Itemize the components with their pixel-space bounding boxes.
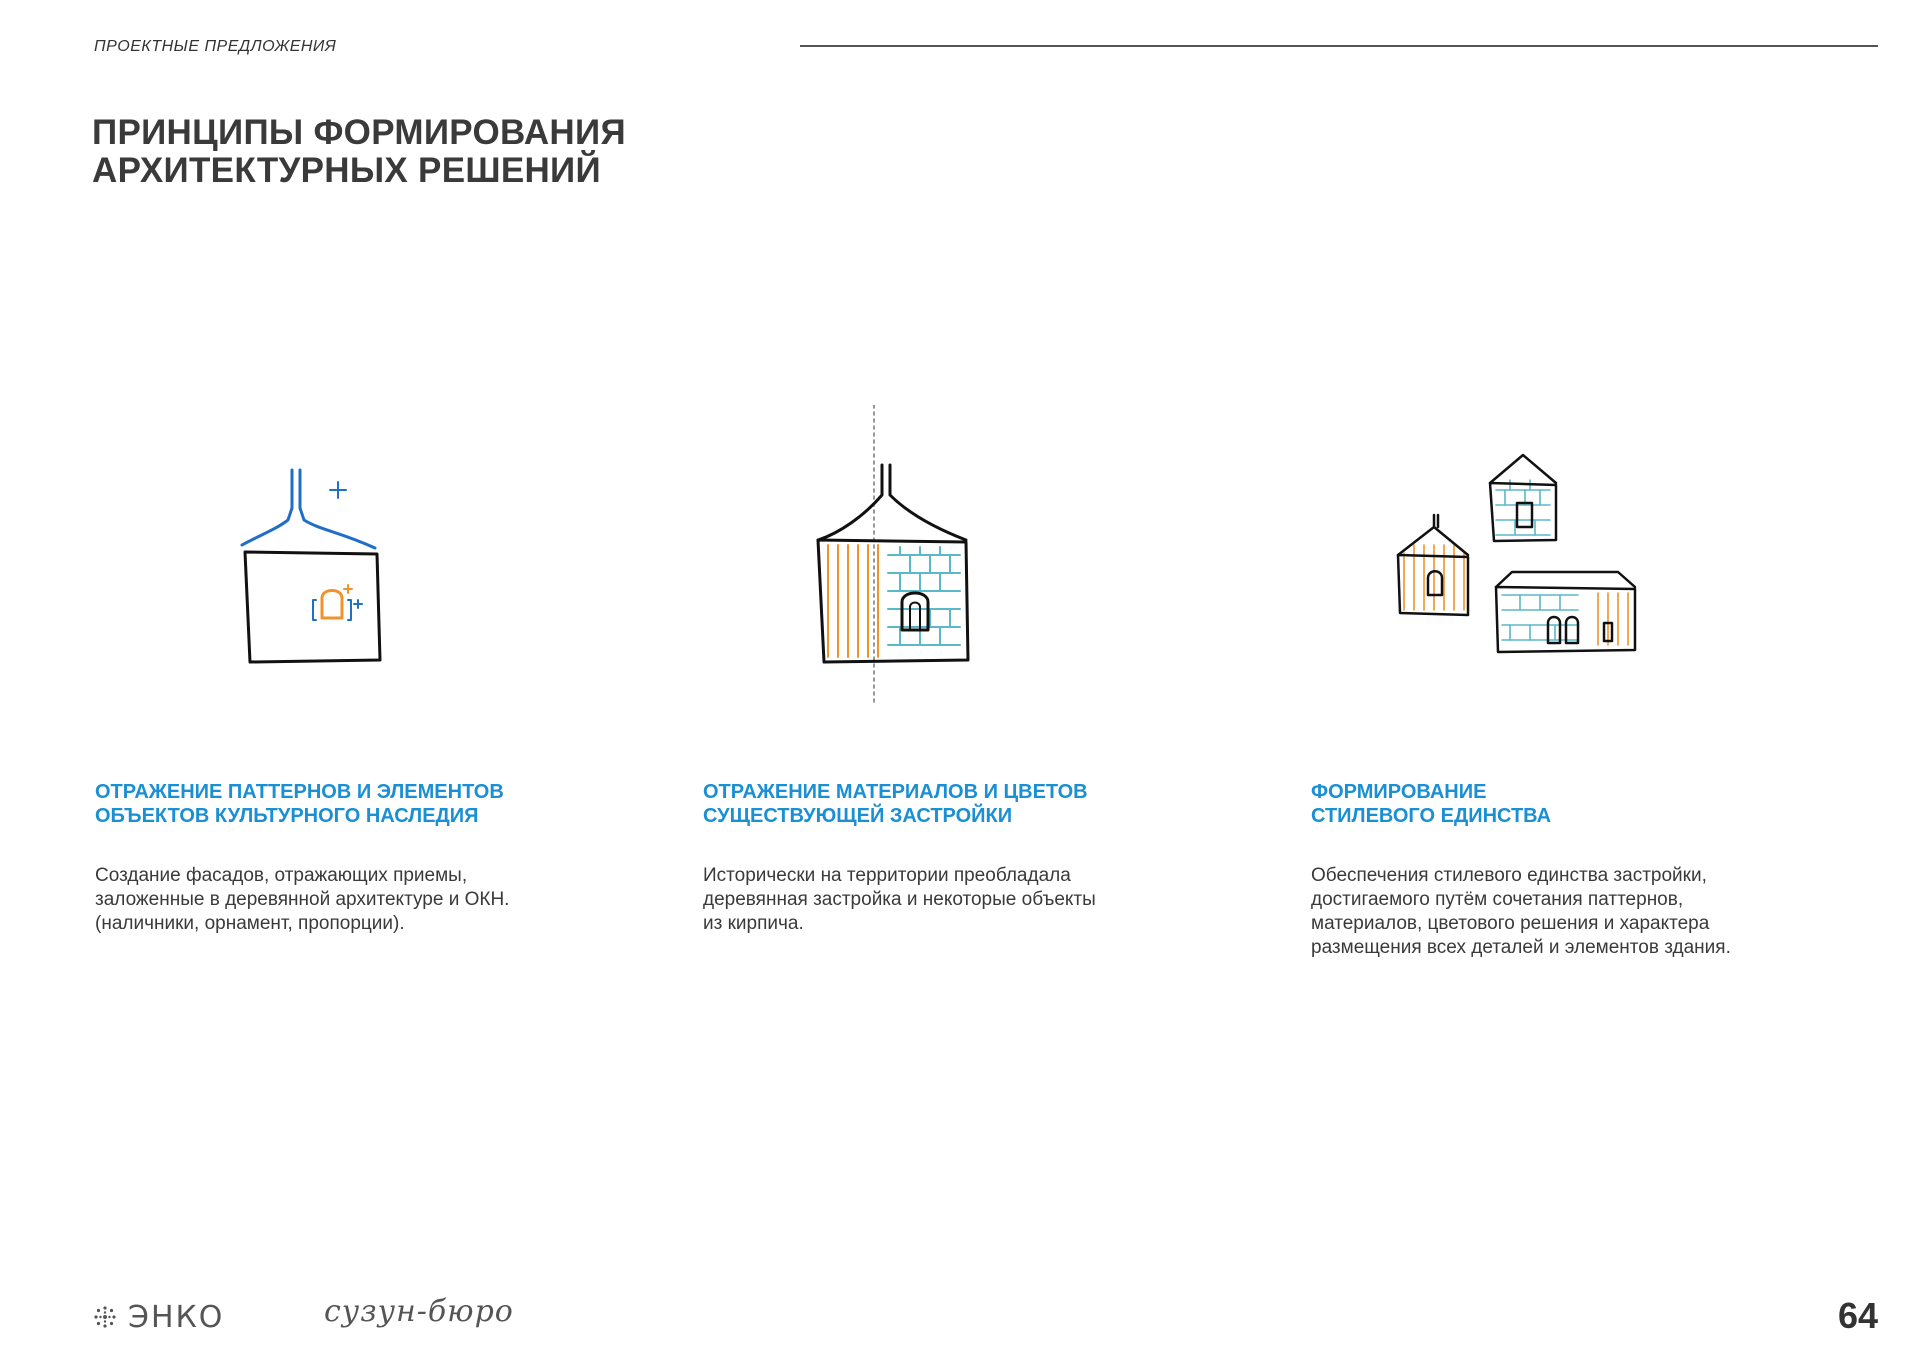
description-line: достигаемого путём сочетания паттернов, <box>1311 889 1684 910</box>
principle-description <box>1311 864 1791 960</box>
section-kicker: ПРОЕКТНЫЕ ПРЕДЛОЖЕНИЯ <box>94 38 337 55</box>
wood-brick-house-sketch-icon <box>810 405 975 705</box>
enko-logo <box>92 1300 224 1334</box>
description-line: материалов, цветового решения и характера <box>1311 913 1710 934</box>
description-line: Исторически на территории преобладала <box>703 865 1071 886</box>
principle-heading-line: СУЩЕСТВУЮЩЕЙ ЗАСТРОЙКИ <box>703 805 1013 827</box>
church-facade-sketch-icon <box>230 460 390 670</box>
principle-column-1 <box>95 780 575 936</box>
house-group-sketch-icon <box>1390 445 1640 660</box>
principle-heading <box>703 780 1183 828</box>
description-line: деревянная застройка и некоторые объекты <box>703 889 1096 910</box>
suzun-buro-logo: сузун-бюро <box>324 1294 514 1329</box>
principle-heading <box>95 780 575 828</box>
enko-wordmark: ЭНКО <box>128 1299 225 1335</box>
principle-column-3 <box>1311 780 1791 960</box>
principle-heading-line: СТИЛЕВОГО ЕДИНСТВА <box>1311 805 1552 827</box>
description-line: из кирпича. <box>703 913 804 934</box>
principle-column-2 <box>703 780 1183 936</box>
header-divider <box>800 45 1878 47</box>
description-line: (наличники, орнамент, пропорции). <box>95 913 405 934</box>
principle-heading <box>1311 780 1791 828</box>
principle-description <box>703 864 1183 936</box>
description-line: размещения всех деталей и элементов здания. <box>1311 937 1731 958</box>
enko-snowflake-icon <box>92 1304 118 1330</box>
principle-heading-line: ОБЪЕКТОВ КУЛЬТУРНОГО НАСЛЕДИЯ <box>95 805 479 827</box>
principle-description <box>95 864 575 936</box>
page-title-line-1: ПРИНЦИПЫ ФОРМИРОВАНИЯ <box>92 113 626 152</box>
principle-heading-line: ФОРМИРОВАНИЕ <box>1311 781 1487 803</box>
description-line: Создание фасадов, отражающих приемы, <box>95 865 468 886</box>
principle-heading-line: ОТРАЖЕНИЕ ПАТТЕРНОВ И ЭЛЕМЕНТОВ <box>95 781 504 803</box>
description-line: заложенные в деревянной архитектуре и ОКН. <box>95 889 510 910</box>
principle-heading-line: ОТРАЖЕНИЕ МАТЕРИАЛОВ И ЦВЕТОВ <box>703 781 1088 803</box>
description-line: Обеспечения стилевого единства застройки, <box>1311 865 1707 886</box>
page-number: 64 <box>1837 1295 1878 1336</box>
page-title <box>92 114 626 190</box>
page-title-line-2: АРХИТЕКТУРНЫХ РЕШЕНИЙ <box>92 151 601 190</box>
